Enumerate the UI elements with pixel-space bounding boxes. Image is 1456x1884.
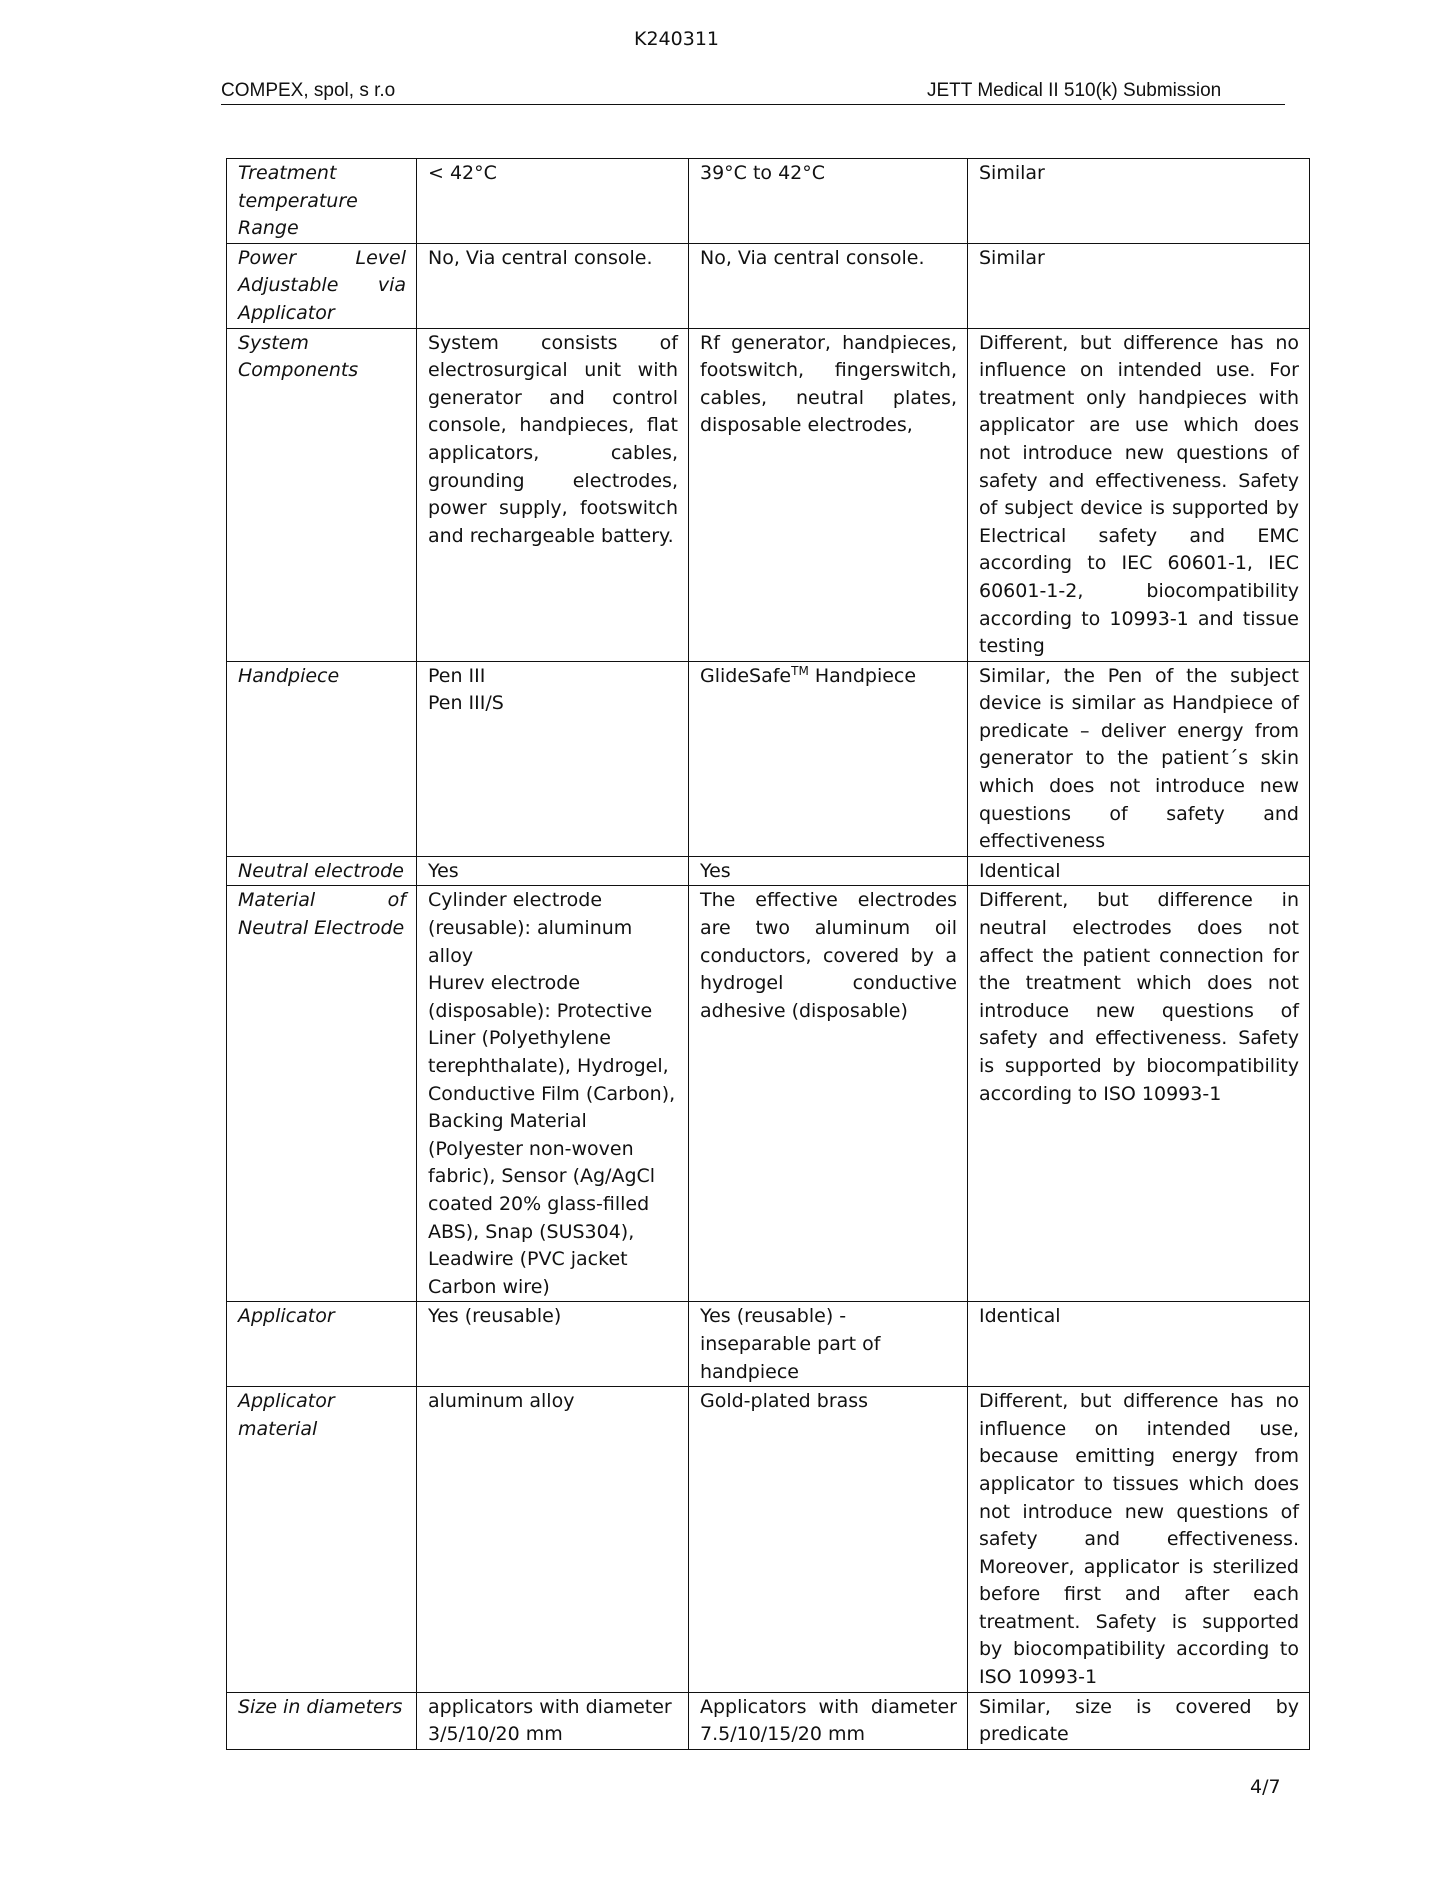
table-row bbox=[227, 328, 1310, 661]
subject-line: Conductive Film (Carbon), bbox=[428, 1082, 676, 1105]
feature-cell: System Components bbox=[227, 328, 417, 661]
subject-cell: System consists of electrosurgical unit with generator and control console, handpieces, flat applicators, cables, grounding electrodes, power supply, footswitch and rechargeable battery. bbox=[417, 328, 689, 661]
feature-cell: Power Level Adjustable via Applicator bbox=[227, 243, 417, 328]
feature-cell: Treatment temperature Range bbox=[227, 159, 417, 244]
subject-cell: Yes (reusable) bbox=[417, 1302, 689, 1387]
table-row bbox=[227, 159, 1310, 244]
table-row bbox=[227, 1387, 1310, 1693]
predicate-cell bbox=[689, 661, 968, 856]
subject-cell: applicators with diameter 3/5/10/20 mm bbox=[417, 1692, 689, 1749]
predicate-cell: Rf generator, handpieces, footswitch, fingerswitch, cables, neutral plates, disposable electrodes, bbox=[689, 328, 968, 661]
subject-line: fabric), Sensor (Ag/AgCl bbox=[428, 1165, 656, 1188]
subject-cell bbox=[417, 661, 689, 856]
table-row bbox=[227, 886, 1310, 1302]
comparison-cell: Similar, size is covered by predicate bbox=[968, 1692, 1310, 1749]
page-number: 4/7 bbox=[1250, 1776, 1281, 1798]
subject-cell: Yes bbox=[417, 856, 689, 886]
comparison-cell: Different, but difference has no influence on intended use, because emitting energy from applicator to tissues which does not introduce new questions of safety and effectiveness. Moreover, applicator is sterilized before first and after each treatment. Safety is supported by biocompatibility according to ISO 10993-1 bbox=[968, 1387, 1310, 1693]
comparison-table bbox=[226, 158, 1310, 1750]
table-row bbox=[227, 856, 1310, 886]
predicate-cell: Applicators with diameter 7.5/10/15/20 mm bbox=[689, 1692, 968, 1749]
comparison-cell: Similar bbox=[968, 243, 1310, 328]
feature-cell: Applicator material bbox=[227, 1387, 417, 1693]
subject-line: (reusable): aluminum alloy bbox=[428, 917, 633, 967]
predicate-name: GlideSafe bbox=[700, 664, 792, 687]
subject-line: Pen III bbox=[428, 664, 486, 687]
subject-line: Carbon wire) bbox=[428, 1275, 550, 1298]
predicate-suffix: Handpiece bbox=[808, 664, 917, 687]
subject-line: coated 20% glass-filled bbox=[428, 1192, 650, 1215]
page-header bbox=[221, 78, 1285, 105]
subject-line: Cylinder electrode bbox=[428, 889, 603, 912]
subject-cell bbox=[417, 886, 689, 1302]
table-row bbox=[227, 1302, 1310, 1387]
company-name: COMPEX, spol, s r.o bbox=[221, 80, 396, 101]
subject-cell: < 42°C bbox=[417, 159, 689, 244]
predicate-cell: 39°C to 42°C bbox=[689, 159, 968, 244]
table-row bbox=[227, 1692, 1310, 1749]
subject-line: (Polyester non-woven bbox=[428, 1137, 634, 1160]
trademark-mark: TM bbox=[791, 663, 809, 678]
comparison-cell: Different, but difference in neutral electrodes does not affect the patient connection for the treatment which does not introduce new questions of safety and effectiveness. Safety is supported by biocompatibility according to ISO 10993-1 bbox=[968, 886, 1310, 1302]
subject-line: Liner (Polyethylene bbox=[428, 1027, 611, 1050]
feature-cell: Neutral electrode bbox=[227, 856, 417, 886]
table-row bbox=[227, 661, 1310, 856]
feature-cell: Applicator bbox=[227, 1302, 417, 1387]
predicate-cell: Gold-plated brass bbox=[689, 1387, 968, 1693]
predicate-cell: The effective electrodes are two aluminum oil conductors, covered by a hydrogel conductive adhesive (disposable) bbox=[689, 886, 968, 1302]
comparison-cell: Similar bbox=[968, 159, 1310, 244]
subject-line: Pen III/S bbox=[428, 692, 504, 715]
feature-cell: Material of Neutral Electrode bbox=[227, 886, 417, 1302]
document-id: K240311 bbox=[634, 28, 719, 50]
comparison-cell: Identical bbox=[968, 856, 1310, 886]
subject-line: (disposable): Protective bbox=[428, 999, 653, 1022]
predicate-cell: Yes (reusable) - inseparable part of handpiece bbox=[689, 1302, 968, 1387]
comparison-cell: Different, but difference has no influence on intended use. For treatment only handpieces with applicator are use which does not introduce new questions of safety and effectiveness. Safety of subject device is supported by Electrical safety and EMC according to IEC 60601-1, IEC 60601-1-2, biocompatibility according to 10993-1 and tissue testing bbox=[968, 328, 1310, 661]
comparison-cell: Similar, the Pen of the subject device is similar as Handpiece of predicate – deliver energy from generator to the patient´s skin which does not introduce new questions of safety and effectiveness bbox=[968, 661, 1310, 856]
submission-title: JETT Medical II 510(k) Submission bbox=[927, 80, 1222, 101]
predicate-cell: No, Via central console. bbox=[689, 243, 968, 328]
subject-line: Backing Material bbox=[428, 1110, 587, 1133]
comparison-cell: Identical bbox=[968, 1302, 1310, 1387]
subject-line: Hurev electrode bbox=[428, 972, 581, 995]
subject-cell: aluminum alloy bbox=[417, 1387, 689, 1693]
subject-line: terephthalate), Hydrogel, bbox=[428, 1055, 669, 1077]
feature-cell: Size in diameters bbox=[227, 1692, 417, 1749]
subject-line: ABS), Snap (SUS304), bbox=[428, 1220, 635, 1243]
subject-cell: No, Via central console. bbox=[417, 243, 689, 328]
predicate-cell: Yes bbox=[689, 856, 968, 886]
table-row bbox=[227, 243, 1310, 328]
feature-cell: Handpiece bbox=[227, 661, 417, 856]
subject-line: Leadwire (PVC jacket bbox=[428, 1248, 628, 1271]
